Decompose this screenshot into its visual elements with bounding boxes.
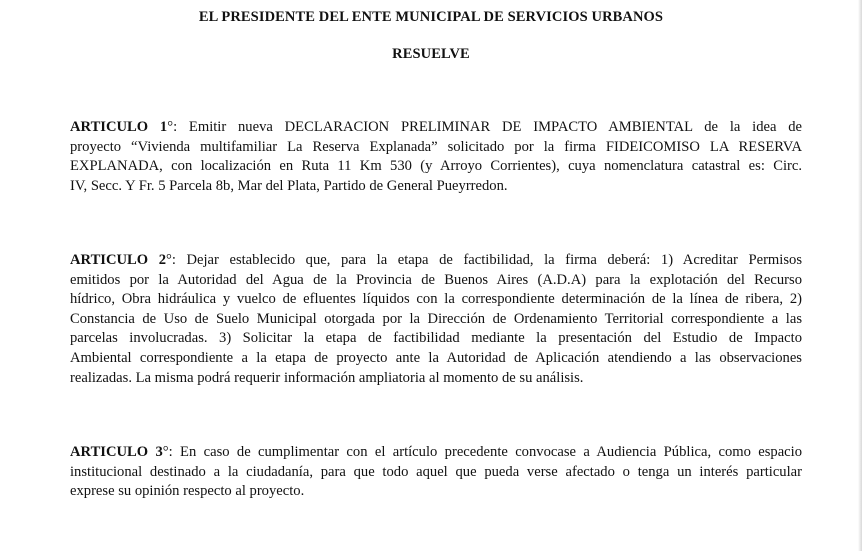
article-line — [70, 118, 802, 138]
article-line: emitidos por la Autoridad del Agua de la Provincia de Buenos Aires (A.D.A) para la explotación del Recurso — [70, 271, 802, 288]
article-line — [70, 443, 802, 463]
article-label-suffix: °: — [166, 252, 176, 268]
article-3 — [70, 443, 802, 502]
article-2 — [70, 251, 802, 388]
article-label: ARTICULO 3 — [70, 444, 163, 460]
article-text: Emitir nueva DECLARACION PRELIMINAR DE IMPACTO AMBIENTAL de la idea de — [177, 119, 803, 135]
article-line: EXPLANADA, con localización en Ruta 11 Km 530 (y Arroyo Corrientes), cuya nomenclatura catastral es: Circ. — [70, 158, 802, 175]
article-1 — [70, 118, 802, 196]
article-line: Ambiental correspondiente a la etapa de proyecto ante la Autoridad de Aplicación atendiendo a las observaciones — [70, 349, 802, 366]
article-label-suffix: °: — [162, 444, 173, 460]
article-text: Dejar establecido que, para la etapa de factibilidad, la firma deberá: 1) Acreditar Permisos — [175, 252, 802, 268]
article-label-suffix: °: — [167, 119, 178, 135]
article-line — [70, 251, 802, 271]
article-line: IV, Secc. Y Fr. 5 Parcela 8b, Mar del Plata, Partido de General Pueyrredon. — [70, 177, 508, 194]
document-subtitle: RESUELVE — [392, 46, 470, 62]
article-line: parcelas involucradas. 3) Solicitar la etapa de factibilidad mediante la presentación del Estudio de Impacto — [70, 330, 802, 347]
article-line: realizadas. La misma podrá requerir información ampliatoria al momento de su análisis. — [70, 369, 584, 386]
article-line: institucional destinado a la ciudadanía, para que todo aquel que pueda verse afectado o tenga un interés particular — [70, 463, 802, 480]
article-label: ARTICULO 1 — [70, 119, 168, 135]
page-edge-shadow — [858, 0, 862, 551]
article-line: Constancia de Uso de Suelo Municipal otorgada por la Dirección de Ordenamiento Territorial correspondiente a las — [70, 310, 802, 327]
article-text: En caso de cumplimentar con el artículo precedente convocase a Audiencia Pública, como espacio — [172, 444, 802, 460]
article-label: ARTICULO 2 — [70, 252, 167, 268]
article-line: hídrico, Obra hidráulica y vuelco de efluentes líquidos con la correspondiente determinación de la línea de ribera, 2) — [70, 291, 802, 308]
article-line: proyecto “Vivienda multifamiliar La Reserva Explanada” solicitado por la firma FIDEICOMISO LA RESERVA — [70, 138, 802, 155]
article-line: exprese su opinión respecto al proyecto. — [70, 483, 305, 500]
document-title: EL PRESIDENTE DEL ENTE MUNICIPAL DE SERVICIOS URBANOS — [198, 9, 664, 25]
